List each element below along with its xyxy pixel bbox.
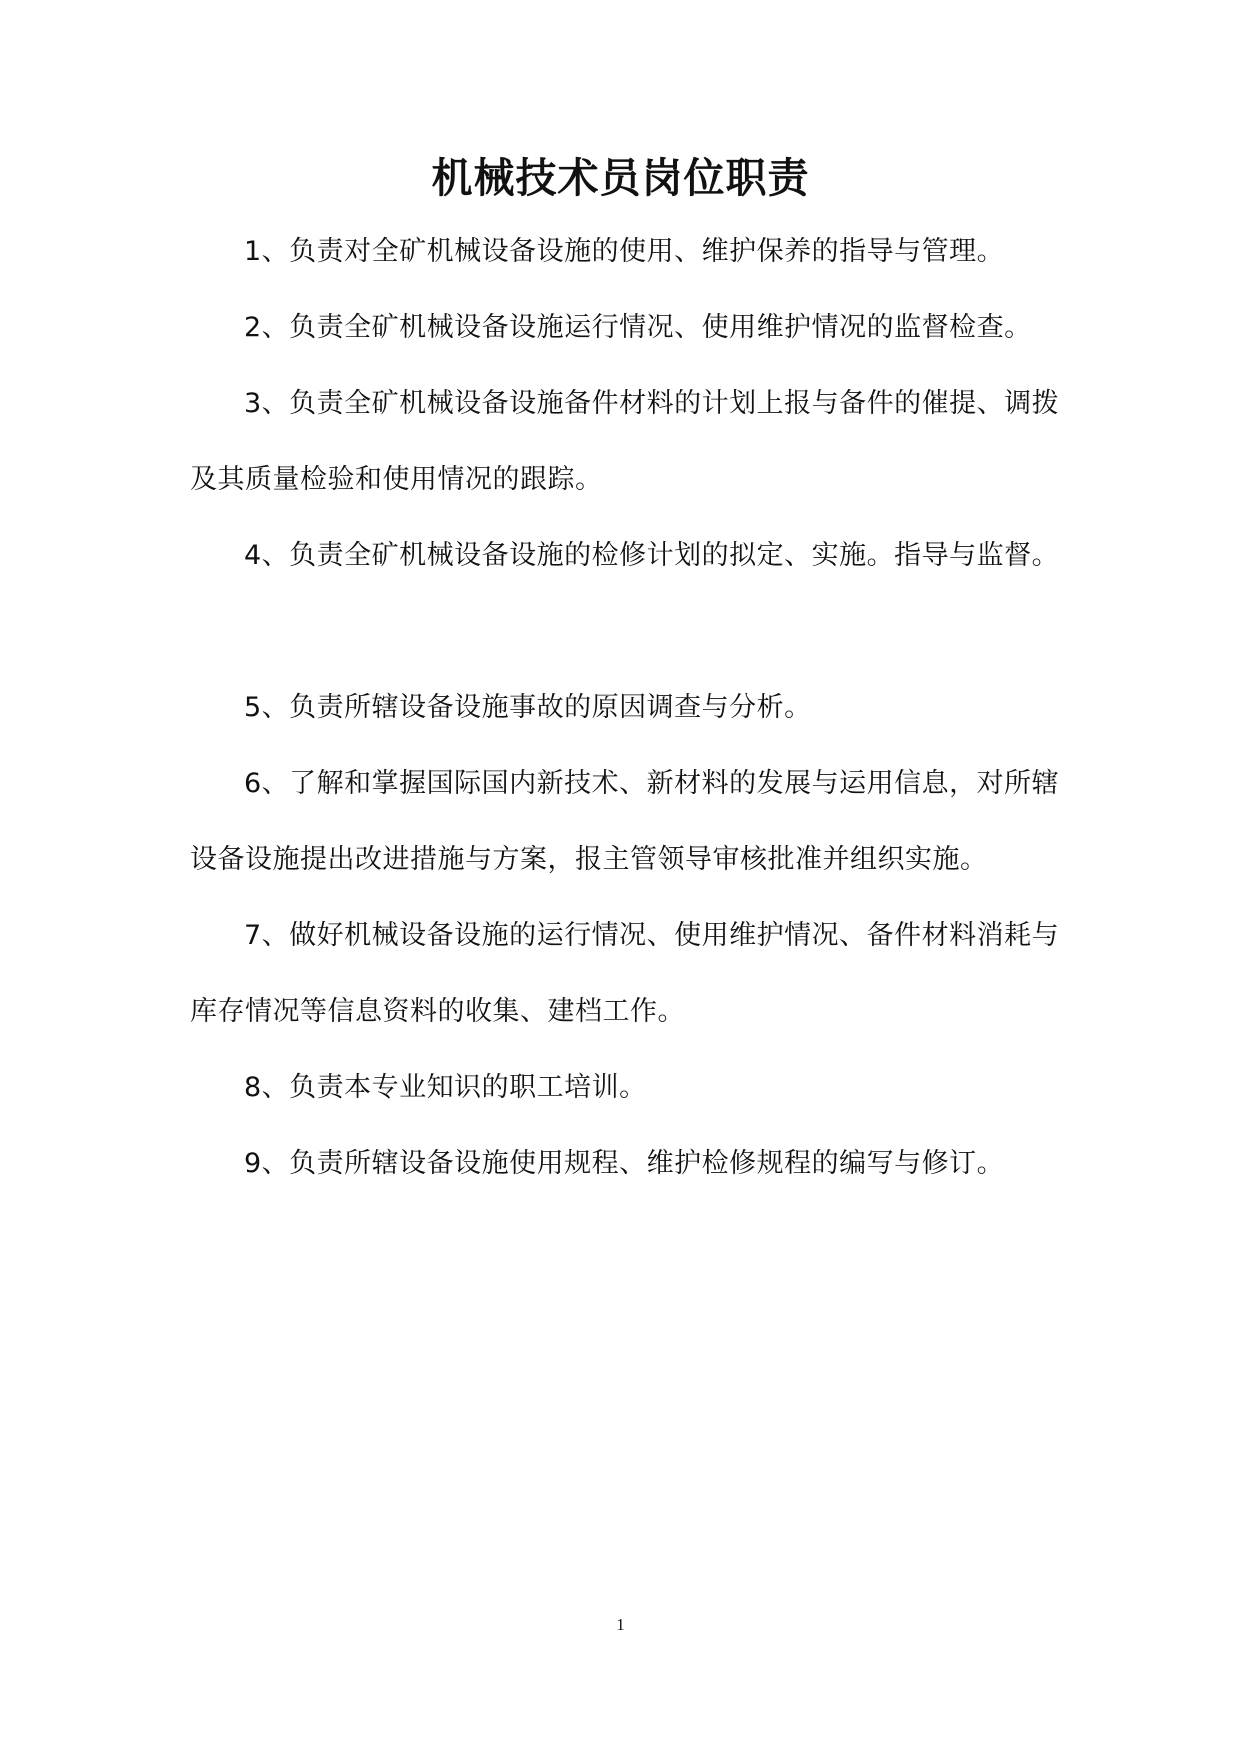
duty-item-9: 9、负责所辖设备设施使用规程、维护检修规程的编写与修订。 <box>244 1148 1005 1179</box>
duty-item-2: 2、负责全矿机械设备设施运行情况、使用维护情况的监督检查。 <box>244 312 1032 343</box>
duty-item-8: 8、负责本专业知识的职工培训。 <box>244 1072 647 1103</box>
duty-item-3: 3、负责全矿机械设备设施备件材料的计划上报与备件的催提、调拨及其质量检验和使用情况的跟踪。 <box>190 388 1060 495</box>
document-title: 机械技术员岗位职责 <box>431 154 810 202</box>
duty-item-5: 5、负责所辖设备设施事故的原因调查与分析。 <box>244 692 812 723</box>
duty-item-6: 6、了解和掌握国际国内新技术、新材料的发展与运用信息，对所辖设备设施提出改进措施与方案，报主管领导审核批准并组织实施。 <box>190 768 1060 875</box>
duty-item-7: 7、做好机械设备设施的运行情况、使用维护情况、备件材料消耗与库存情况等信息资料的收集、建档工作。 <box>190 920 1060 1027</box>
duty-item-1: 1、负责对全矿机械设备设施的使用、维护保养的指导与管理。 <box>244 236 1005 267</box>
page-number: 1 <box>616 1615 625 1634</box>
duty-item-4: 4、负责全矿机械设备设施的检修计划的拟定、实施。指导与监督。 <box>244 540 1060 571</box>
